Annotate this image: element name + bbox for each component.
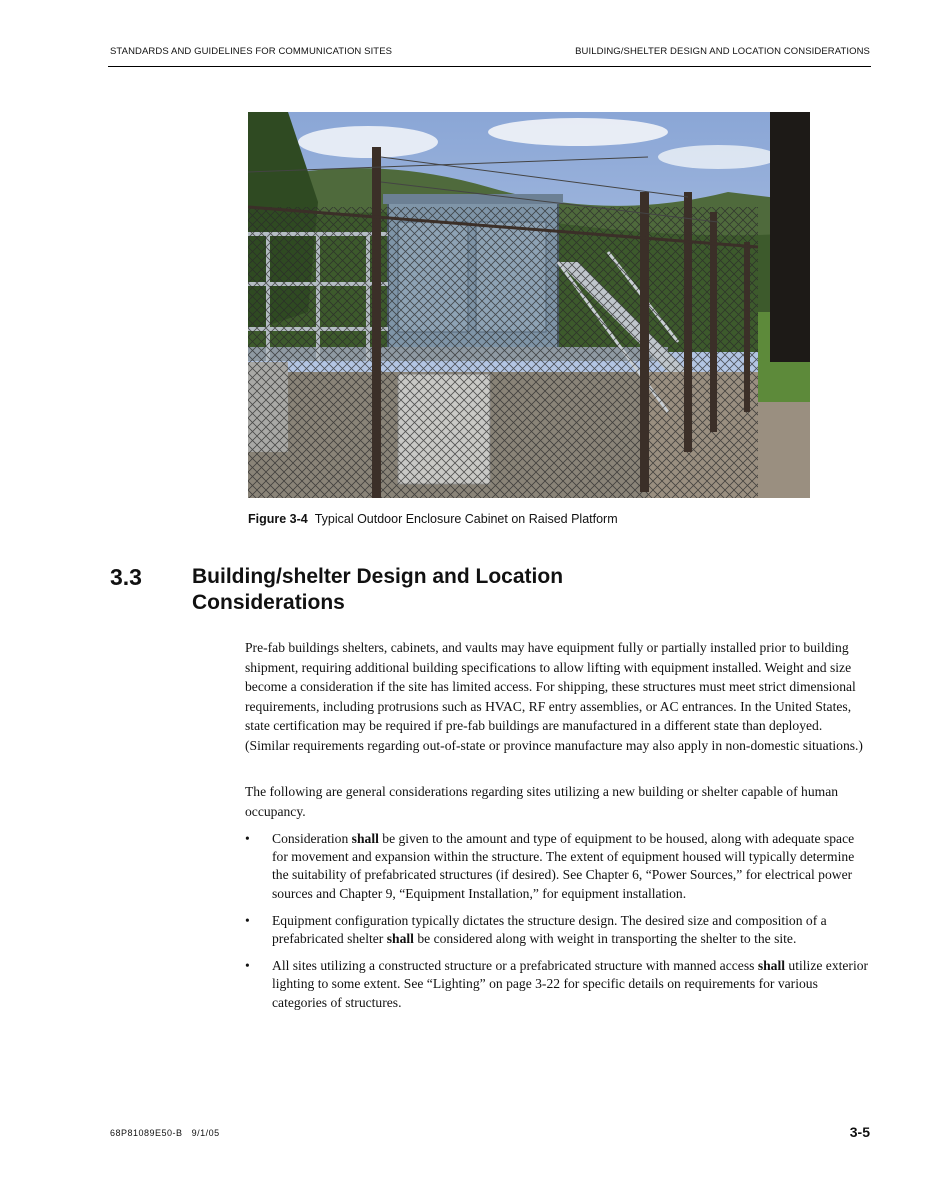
section-title <box>192 564 792 616</box>
page-number: 3-5 <box>849 1124 870 1140</box>
running-header-right: BUILDING/SHELTER DESIGN AND LOCATION CONSIDERATIONS <box>575 46 870 57</box>
bullet-marker: • <box>245 958 250 974</box>
list-item-emphasis: shall <box>757 958 786 974</box>
paragraph-text: The following are general considerations regarding sites utilizing a new building or shelter capable of human occupancy. <box>245 784 839 819</box>
list-item <box>245 912 870 948</box>
enclosure-photo-illustration <box>248 112 810 498</box>
figure-caption-text: Typical Outdoor Enclosure Cabinet on Raised Platform <box>314 512 618 526</box>
body-paragraph-1 <box>245 638 870 755</box>
figure-caption <box>248 512 618 526</box>
header-rule <box>108 66 871 67</box>
list-item-text: Equipment configuration typically dictates the structure design. The desired size and composition of a prefabricated shelter <box>272 912 827 947</box>
list-item-text: be given to the amount and type of equipment to be housed, along with adequate space for movement and expansion within the structure. The extent of equipment housed will typically determine the suitability of prefabricated structures (if desired). See Chapter 6, “Power Sources,” for electrical power sources and Chapter 9, “Equipment Installation,” for equipment installation. <box>272 831 855 901</box>
running-header-left: STANDARDS AND GUIDELINES FOR COMMUNICATION SITES <box>110 46 393 57</box>
section-title-line-1: Building/shelter Design and Location <box>192 565 564 588</box>
section-title-line-2: Considerations <box>192 591 345 614</box>
footer-doc-info <box>110 1128 220 1138</box>
considerations-list <box>245 830 870 1021</box>
list-item-text: All sites utilizing a constructed structure or a prefabricated structure with manned access <box>272 958 758 974</box>
document-date: 9/1/05 <box>191 1128 220 1138</box>
list-item-text: utilize exterior lighting to some extent. See “Lighting” on page 3-22 for specific details on requirements for various categories of structures. <box>272 958 869 1010</box>
section-number: 3.3 <box>110 564 142 590</box>
list-item-emphasis: shall <box>351 831 379 846</box>
bullet-marker: • <box>245 831 250 846</box>
list-item <box>245 957 870 1012</box>
list-item-text: Consideration <box>272 831 352 846</box>
paragraph-text: Pre-fab buildings shelters, cabinets, and vaults may have equipment fully or partially installed prior to building shipment, requiring additional building specifications to allow lifting with equipment installed. Weight and size become a consideration if the site has limited access. For shipping, these structures must meet strict dimensional requirements, including protrusions such as HVAC, RF entry assemblies, or AC entrances. In the United States, state certification may be required if pre-fab buildings are manufactured in a different state than deployed. (Similar requirements regarding out-of-state or province manufacture may also apply in non-domestic situations.) <box>245 640 863 753</box>
bullet-marker: • <box>245 912 250 928</box>
document-id: 68P81089E50-B <box>110 1128 183 1138</box>
list-item <box>245 830 870 903</box>
figure-photo <box>248 112 810 498</box>
list-item-text: be considered along with weight in transporting the shelter to the site. <box>413 931 797 947</box>
body-paragraph-2 <box>245 782 870 821</box>
list-item-emphasis: shall <box>386 931 414 947</box>
figure-number: Figure 3-4 <box>248 512 308 526</box>
